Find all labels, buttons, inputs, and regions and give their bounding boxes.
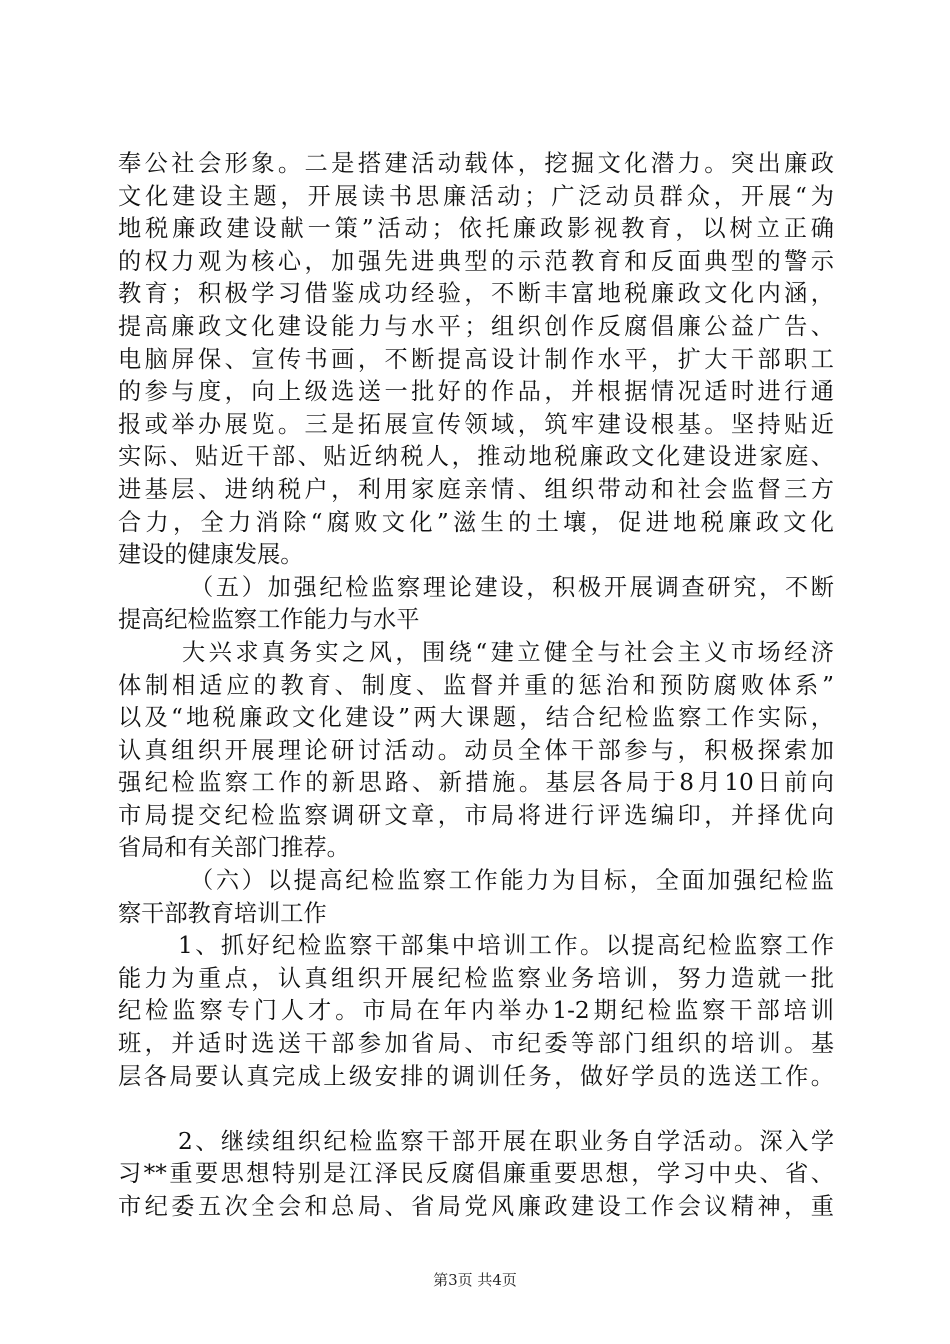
text-line: 大兴求真务实之风，围绕“建立健全与社会主义市场经济 (182, 638, 834, 666)
text-line: 电脑屏保、宣传书画，不断提高设计制作水平，扩大干部职工 (118, 345, 834, 373)
paragraph-culture-building (118, 148, 834, 572)
text-line: 习**重要思想特别是江泽民反腐倡廉重要思想，学习中央、省、 (118, 1160, 834, 1188)
paragraph-research (118, 637, 834, 865)
text-line: 奉公社会形象。二是搭建活动载体，挖掘文化潜力。突出廉政 (118, 150, 834, 177)
text-line: 提高廉政文化建设能力与水平；组织创作反腐倡廉公益广告、 (118, 312, 834, 340)
heading-line: 察干部教育培训工作 (118, 899, 327, 927)
text-line: 进基层、进纳税户，利用家庭亲情、组织带动和社会监督三方 (118, 475, 834, 503)
text-line: 建设的健康发展。 (118, 541, 304, 569)
text-line: 地税廉政建设献一策”活动；依托廉政影视教育，以树立正确 (118, 215, 834, 243)
text-line: 能力为重点，认真组织开展纪检监察业务培训，努力造就一批 (118, 964, 834, 992)
document-body (118, 148, 834, 1224)
text-line: 实际、贴近干部、贴近纳税人，推动地税廉政文化建设进家庭、 (118, 443, 834, 471)
text-line: 认真组织开展理论研讨活动。动员全体干部参与，积极探索加 (118, 736, 834, 764)
text-line: 纪检监察专门人才。市局在年内举办1-2期纪检监察干部培训 (118, 997, 834, 1025)
heading-line: （五）加强纪检监察理论建设，积极开展调查研究，不断 (190, 573, 834, 601)
text-line: 的参与度，向上级选送一批好的作品，并根据情况适时进行通 (118, 378, 834, 406)
text-line: 教育；积极学习借鉴成功经验，不断丰富地税廉政文化内涵， (118, 280, 834, 308)
text-line: 文化建设主题，开展读书思廉活动；广泛动员群众，开展“为 (118, 182, 834, 210)
text-line: 以及“地税廉政文化建设”两大课题，结合纪检监察工作实际， (118, 704, 834, 732)
paragraph-training-2 (118, 1126, 834, 1224)
text-line: 市纪委五次全会和总局、省局党风廉政建设工作会议精神，重 (118, 1193, 834, 1220)
text-line: 省局和有关部门推荐。 (118, 834, 350, 862)
heading-line: （六）以提高纪检监察工作能力为目标，全面加强纪检监 (190, 867, 834, 895)
text-line: 合力，全力消除“腐败文化”滋生的土壤，促进地税廉政文化 (118, 508, 834, 536)
section-heading-6 (118, 865, 834, 930)
text-line: 1、抓好纪检监察干部集中培训工作。以提高纪检监察工作 (178, 932, 834, 960)
text-line: 的权力观为核心，加强先进典型的示范教育和反面典型的警示 (118, 247, 834, 275)
text-line: 2、继续组织纪检监察干部开展在职业务自学活动。深入学 (178, 1127, 834, 1155)
blank-line (118, 1093, 834, 1126)
text-line: 报或举办展览。三是拓展宣传领域，筑牢建设根基。坚持贴近 (118, 410, 834, 438)
paragraph-training-1 (118, 930, 834, 1093)
page-number-footer: 第3页 共4页 (433, 1271, 517, 1289)
text-line: 班，并适时选送干部参加省局、市纪委等部门组织的培训。基 (118, 1030, 834, 1058)
section-heading-5 (118, 572, 834, 637)
text-line: 强纪检监察工作的新思路、新措施。基层各局于8月10日前向 (118, 769, 834, 797)
text-line: 层各局要认真完成上级安排的调训任务，做好学员的选送工作。 (118, 1062, 834, 1090)
text-line: 市局提交纪检监察调研文章，市局将进行评选编印，并择优向 (118, 801, 834, 829)
heading-line: 提高纪检监察工作能力与水平 (118, 606, 420, 634)
text-line: 体制相适应的教育、制度、监督并重的惩治和预防腐败体系” (118, 671, 834, 699)
